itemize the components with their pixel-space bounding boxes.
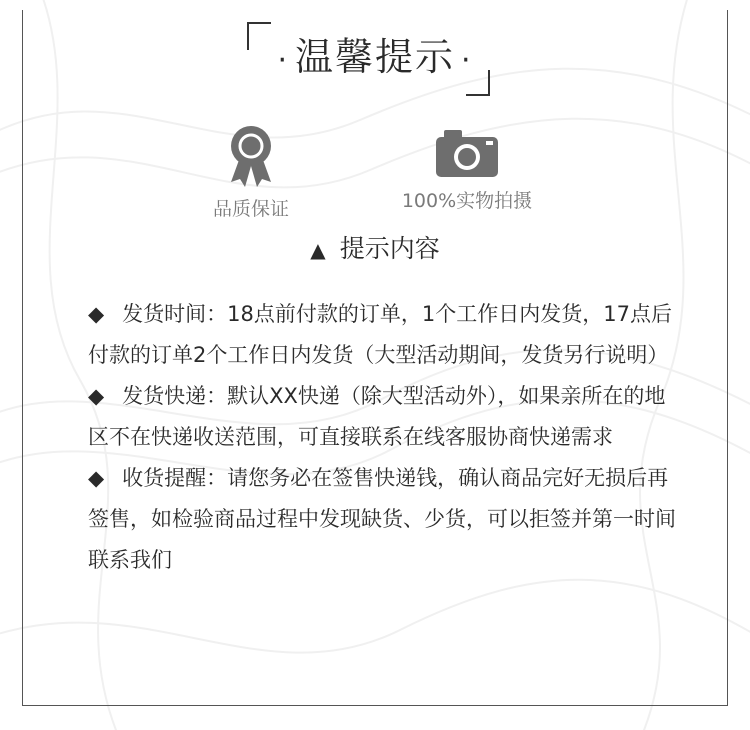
section-heading-text: 提示内容 [339,234,440,263]
real-photo-badge-label: 100%实物拍摄 [401,190,533,212]
notice-item-courier [88,376,678,458]
camera-icon [434,128,500,180]
notice-item-shipping-time [88,294,678,376]
section-heading [0,232,750,267]
diamond-bullet-icon: ◆ [88,384,105,408]
title-dot-right: · [461,43,473,78]
page-title [0,32,750,86]
title-dot-left: · [277,43,289,78]
real-photo-badge [382,128,552,213]
notice-list [88,294,678,581]
diamond-bullet-icon: ◆ [88,466,105,490]
quality-badge-label: 品质保证 [212,198,289,220]
quality-badge [196,124,306,221]
notice-text: 收货提醒：请您务必在签售快递钱，确认商品完好无损后再签售，如检验商品过程中发现缺货、少货，可以拒签并第一时间联系我们 [88,466,676,572]
notice-text: 发货快递：默认XX快递（除大型活动外），如果亲所在的地区不在快递收送范围，可直接联系在线客服协商快递需求 [88,384,666,449]
award-ribbon-icon [227,124,275,188]
triangle-up-icon: ▲ [310,238,326,262]
diamond-bullet-icon: ◆ [88,302,105,326]
notice-item-receipt [88,458,678,581]
title-text: 温馨提示 [294,35,455,79]
notice-text: 发货时间：18点前付款的订单，1个工作日内发货，17点后付款的订单2个工作日内发货（大型活动期间，发货另行说明） [88,302,672,367]
